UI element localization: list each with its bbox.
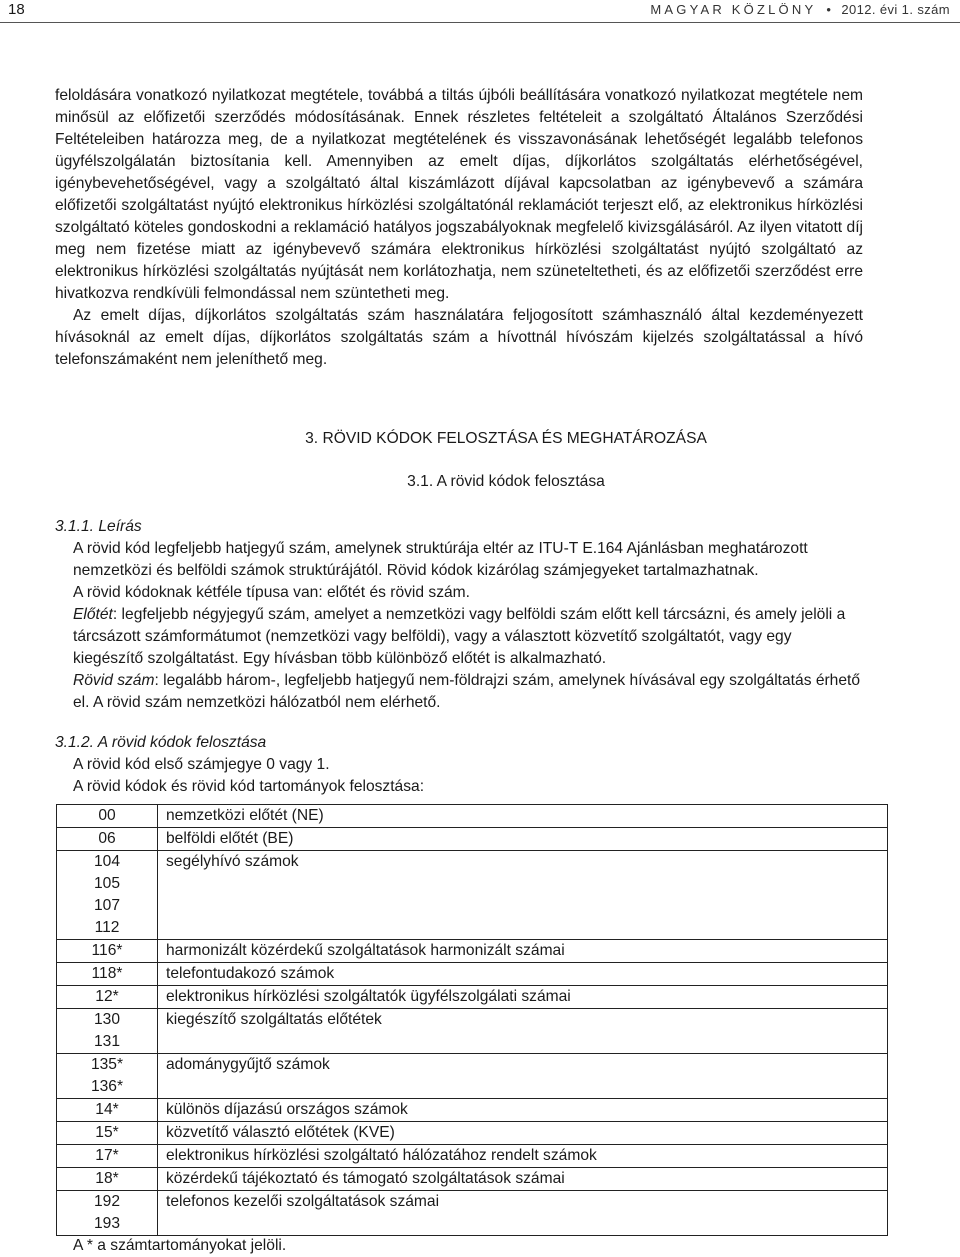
short-code-table [56,804,888,1236]
table-row [57,917,888,940]
header-rule [0,22,960,23]
description-cell: elektronikus hírközlési szolgáltatók ügyfélszolgálati számai [158,986,888,1009]
code-cell: 118* [57,963,158,986]
page-number: 18 [8,1,25,18]
issue-info: 2012. évi 1. szám [841,2,950,17]
subsection-title: 3.1. A rövid kódok felosztása [407,473,605,490]
description-cell: elektronikus hírközlési szolgáltató hálózatához rendelt számok [158,1145,888,1168]
page-header [0,0,960,24]
division-paragraph-2: A rövid kódok és rövid kód tartományok felosztása: [73,778,425,795]
code-table-body [57,805,888,1236]
description-paragraph-2: A rövid kódoknak kétféle típusa van: előtét és rövid szám. [73,584,470,601]
code-cell: 12* [57,986,158,1009]
description-paragraph-4 [55,670,863,714]
header-bullet: • [826,2,832,17]
running-header [650,2,950,17]
term-short-number: Rövid szám [73,672,155,689]
description-cell [158,917,888,940]
table-footnote: A * a számtartományokat jelöli. [73,1237,287,1254]
description-cell: közvetítő választó előtétek (KVE) [158,1122,888,1145]
table-row [57,828,888,851]
code-cell: 14* [57,1099,158,1122]
intro-text [55,85,863,371]
table-row [57,1122,888,1145]
code-cell: 192 [57,1191,158,1214]
code-cell: 105 [57,873,158,895]
division-paragraph-1: A rövid kód első számjegye 0 vagy 1. [73,756,330,773]
table-row [57,895,888,917]
code-cell: 15* [57,1122,158,1145]
table-row [57,1191,888,1214]
section-title: 3. RÖVID KÓDOK FELOSZTÁSA ÉS MEGHATÁROZÁSA [305,430,707,447]
description-cell: kiegészítő szolgáltatás előtétek [158,1009,888,1032]
description-cell [158,1076,888,1099]
table-row [57,1168,888,1191]
description-cell: telefonos kezelői szolgáltatások számai [158,1191,888,1214]
table-row [57,1099,888,1122]
code-cell: 104 [57,851,158,874]
division-heading: 3.1.2. A rövid kódok felosztása [55,734,267,751]
division-section [55,732,863,798]
term-prefix-definition: : legfeljebb négyjegyű szám, amelyet a nemzetközi vagy belföldi szám előtt kell tárcsázni, és amely jelöli a tárcsázott számformátumot (nemzetközi vagy belföldi), vagy a választott közvetítő szolgáltatót, vagy egy kiegészítő szolgáltatást. Egy hívásban több különböző előtét is alkalmazható. [73,606,846,667]
code-cell: 00 [57,805,158,828]
code-cell: 136* [57,1076,158,1099]
description-cell [158,1031,888,1054]
description-cell: segélyhívó számok [158,851,888,874]
code-cell: 131 [57,1031,158,1054]
table-row [57,1145,888,1168]
publication-title: MAGYAR KÖZLÖNY [650,2,817,17]
table-row [57,1009,888,1032]
table-row [57,1076,888,1099]
table-row [57,1054,888,1077]
code-cell: 135* [57,1054,158,1077]
description-cell: telefontudakozó számok [158,963,888,986]
description-cell [158,1213,888,1236]
code-cell: 107 [57,895,158,917]
intro-paragraph-1: feloldására vonatkozó nyilatkozat megtétele, továbbá a tiltás újbóli beállítására vonatkozó nyilatkozat megtétele nem minősül az előfizetői szerződés módosításának. Ennek részletes feltételeit a szolgáltató Általános Szerződési Feltételeiben határozza meg, de a nyilatkozat megtételének és visszavonásának lehetőségét legalább telefonos ügyfélszolgálatán biztosítania kell. Amennyiben az emelt díjas, díjkorlátos szolgáltatás elérhetőségével, igénybevehetőségével, vagy a szolgáltató által kiszámlázott díjával kapcsolatban az igénybevevő a számára előfizetői szolgáltatást nyújtó elektronikus hírközlési szolgáltatónál reklamációt terjeszt elő, az elektronikus hírközlési szolgáltató köteles gondoskodni a reklamáció hatályos jogszabályoknak megfelelő kivizsgálásáról. Az ilyen vitatott díj meg nem fizetése miatt az igénybevevő számára elektronikus hírközlési szolgáltatást nyújtó szolgáltató az elektronikus hírközlési szolgáltatás nyújtását nem korlátozhatja, nem szüneteltetheti, és az előfizetői szerződést erre hivatkozva rendkívüli felmondással nem szüntetheti meg. [55,87,863,302]
table-row [57,1031,888,1054]
code-cell: 130 [57,1009,158,1032]
description-paragraph-1: A rövid kód legfeljebb hatjegyű szám, amelynek struktúrája eltér az ITU-T E.164 Ajánlásban meghatározott nemzetközi és belföldi számok struktúrájától. Rövid kódok kizárólag számjegyeket tartalmazhatnak. [73,540,808,579]
code-cell: 18* [57,1168,158,1191]
description-heading: 3.1.1. Leírás [55,518,142,535]
table-row [57,986,888,1009]
code-cell: 17* [57,1145,158,1168]
description-section [55,516,863,714]
description-cell: nemzetközi előtét (NE) [158,805,888,828]
table-row [57,1213,888,1236]
description-cell: adománygyűjtő számok [158,1054,888,1077]
code-cell: 112 [57,917,158,940]
code-cell: 116* [57,940,158,963]
description-cell: különös díjazású országos számok [158,1099,888,1122]
table-row [57,940,888,963]
description-cell [158,873,888,895]
description-cell: belföldi előtét (BE) [158,828,888,851]
description-cell: harmonizált közérdekű szolgáltatások harmonizált számai [158,940,888,963]
table-row [57,805,888,828]
table-row [57,873,888,895]
intro-paragraph-2: Az emelt díjas, díjkorlátos szolgáltatás szám használatára feljogosított számhasználó által kezdeményezett hívásoknál az emelt díjas, díjkorlátos szolgáltatás szám a hívottnál hívószám kijelzés szolgáltatással a hívó telefonszámaként nem jeleníthető meg. [55,307,863,368]
table-row [57,963,888,986]
table-row [57,851,888,874]
term-prefix: Előtét [73,606,113,623]
code-cell: 06 [57,828,158,851]
description-cell [158,895,888,917]
code-cell: 193 [57,1213,158,1236]
description-cell: közérdekű tájékoztató és támogató szolgáltatások számai [158,1168,888,1191]
description-paragraph-3 [55,604,863,670]
term-short-number-definition: : legalább három-, legfeljebb hatjegyű nem-földrajzi szám, amelynek hívásával egy szolgáltatás érhető el. A rövid szám nemzetközi hálózatból nem elérhető. [73,672,861,711]
